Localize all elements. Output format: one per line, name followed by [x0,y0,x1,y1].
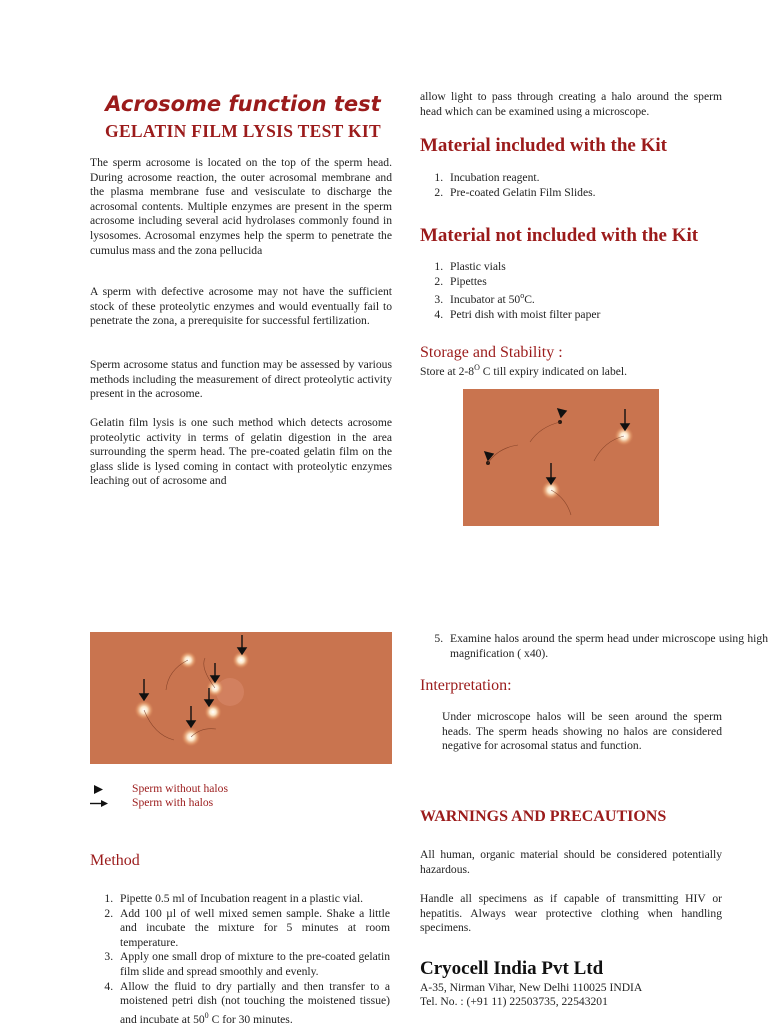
not-included-item: 2. Pipettes [446,275,746,290]
not-included-item: 1. Plastic vials [446,260,746,275]
company-name: Cryocell India Pvt Ltd [420,958,604,979]
storage-text: Store at $2-8^O$ C till expiry indicated on label. [420,363,628,378]
method-steps-list-continued [400,632,768,661]
legend-with-halos: Sperm with halos [132,796,214,809]
warnings-paragraph-1: All human, organic material should be considered potentially hazardous. [420,848,722,876]
intro-paragraph-4: Gelatin film lysis is one such method which detects acrosome proteolytic activity in terms of gelatin digestion in the area surrounding the sperm head. The pre-coated gelatin film on the glass slide is lysed coming in contact with proteolytic enzymes leaching out of acrosome and [90,416,392,488]
not-included-item: 3. Incubator at 50$^o$C. [446,289,746,307]
company-telephone: Tel. No. : (+91 11) 22503735, 22543201 [420,995,608,1008]
page-title: Acrosome function test [105,92,381,116]
interpretation-text: Under microscope halos will be seen around the sperm heads. The sperm heads showing no halos are considered negative for acrosomal status and function. [442,710,722,753]
micrograph-halos-left [90,632,392,764]
method-heading: Method [90,852,140,869]
method-step: 2. Add 100 µl of well mixed semen sample. Shake a little and incubate the mixture for 5 minutes at room temperature. [116,907,390,951]
intro-paragraph-3: Sperm acrosome status and function may be assessed by various methods including the measurement of direct proteolytic activity present in the acrosome. [90,358,392,401]
included-list [400,171,746,200]
micrograph-legend [90,782,390,810]
not-included-heading: Material not included with the Kit [420,225,699,246]
not-included-list [400,260,746,322]
intro-paragraph-1: The sperm acrosome is located on the top of the sperm head. During acrosome reaction, the outer acrosomal membrane and the plasma membrane fuse and vesisculate to discharge the acrosomal contents. Multiple enzymes are present in the sperm acrosome including several acid hydrolases commonly found in lysosomes. Acrosomal enzymes help the sperm to penetrate the cumulus mass and the zona pellucida [90,156,392,257]
interpretation-heading: Interpretation: [420,677,512,694]
intro-paragraph-4-continued: allow light to pass through creating a halo around the sperm head which can be examined using a microscope. [420,90,722,118]
micrograph-image [90,632,392,764]
page-subtitle: GELATIN FILM LYSIS TEST KIT [105,121,381,141]
storage-heading: Storage and Stability : [420,344,563,361]
micrograph-image [463,389,659,526]
method-step: 1. Pipette 0.5 ml of Incubation reagent in a plastic vial. [116,892,390,907]
warnings-heading: WARNINGS AND PRECAUTIONS [420,808,667,825]
arrowhead-icon [94,785,104,794]
included-item: 2. Pre-coated Gelatin Film Slides. [446,186,746,201]
arrow-icon [90,799,108,808]
method-step: 4. Allow the fluid to dry partially and then transfer to a moistened petri dish (not touching the moistened tissue) and incubate at $50^0$ C for 30 minutes. [116,980,390,1027]
company-address: A-35, Nirman Vihar, New Delhi 110025 INDIA [420,981,643,994]
not-included-item: 4. Petri dish with moist filter paper [446,308,746,323]
method-step: 3. Apply one small drop of mixture to the pre-coated gelatin film slide and spread smoothly and evenly. [116,950,390,979]
method-step: 5. Examine halos around the sperm head under microscope using high magnification ( x40). [446,632,768,661]
method-steps-list [70,892,390,1027]
warnings-paragraph-2: Handle all specimens as if capable of transmitting HIV or hepatitis. Always wear protective clothing when handling specimens. [420,892,722,935]
legend-without-halos: Sperm without halos [132,782,228,795]
included-heading: Material included with the Kit [420,135,667,156]
intro-paragraph-2: A sperm with defective acrosome may not have the sufficient stock of these proteolytic enzymes and would eventually fail to penetrate the zona, a prerequisite for successful fertilization. [90,285,392,328]
micrograph-halos-right [463,389,659,526]
included-item: 1. Incubation reagent. [446,171,746,186]
